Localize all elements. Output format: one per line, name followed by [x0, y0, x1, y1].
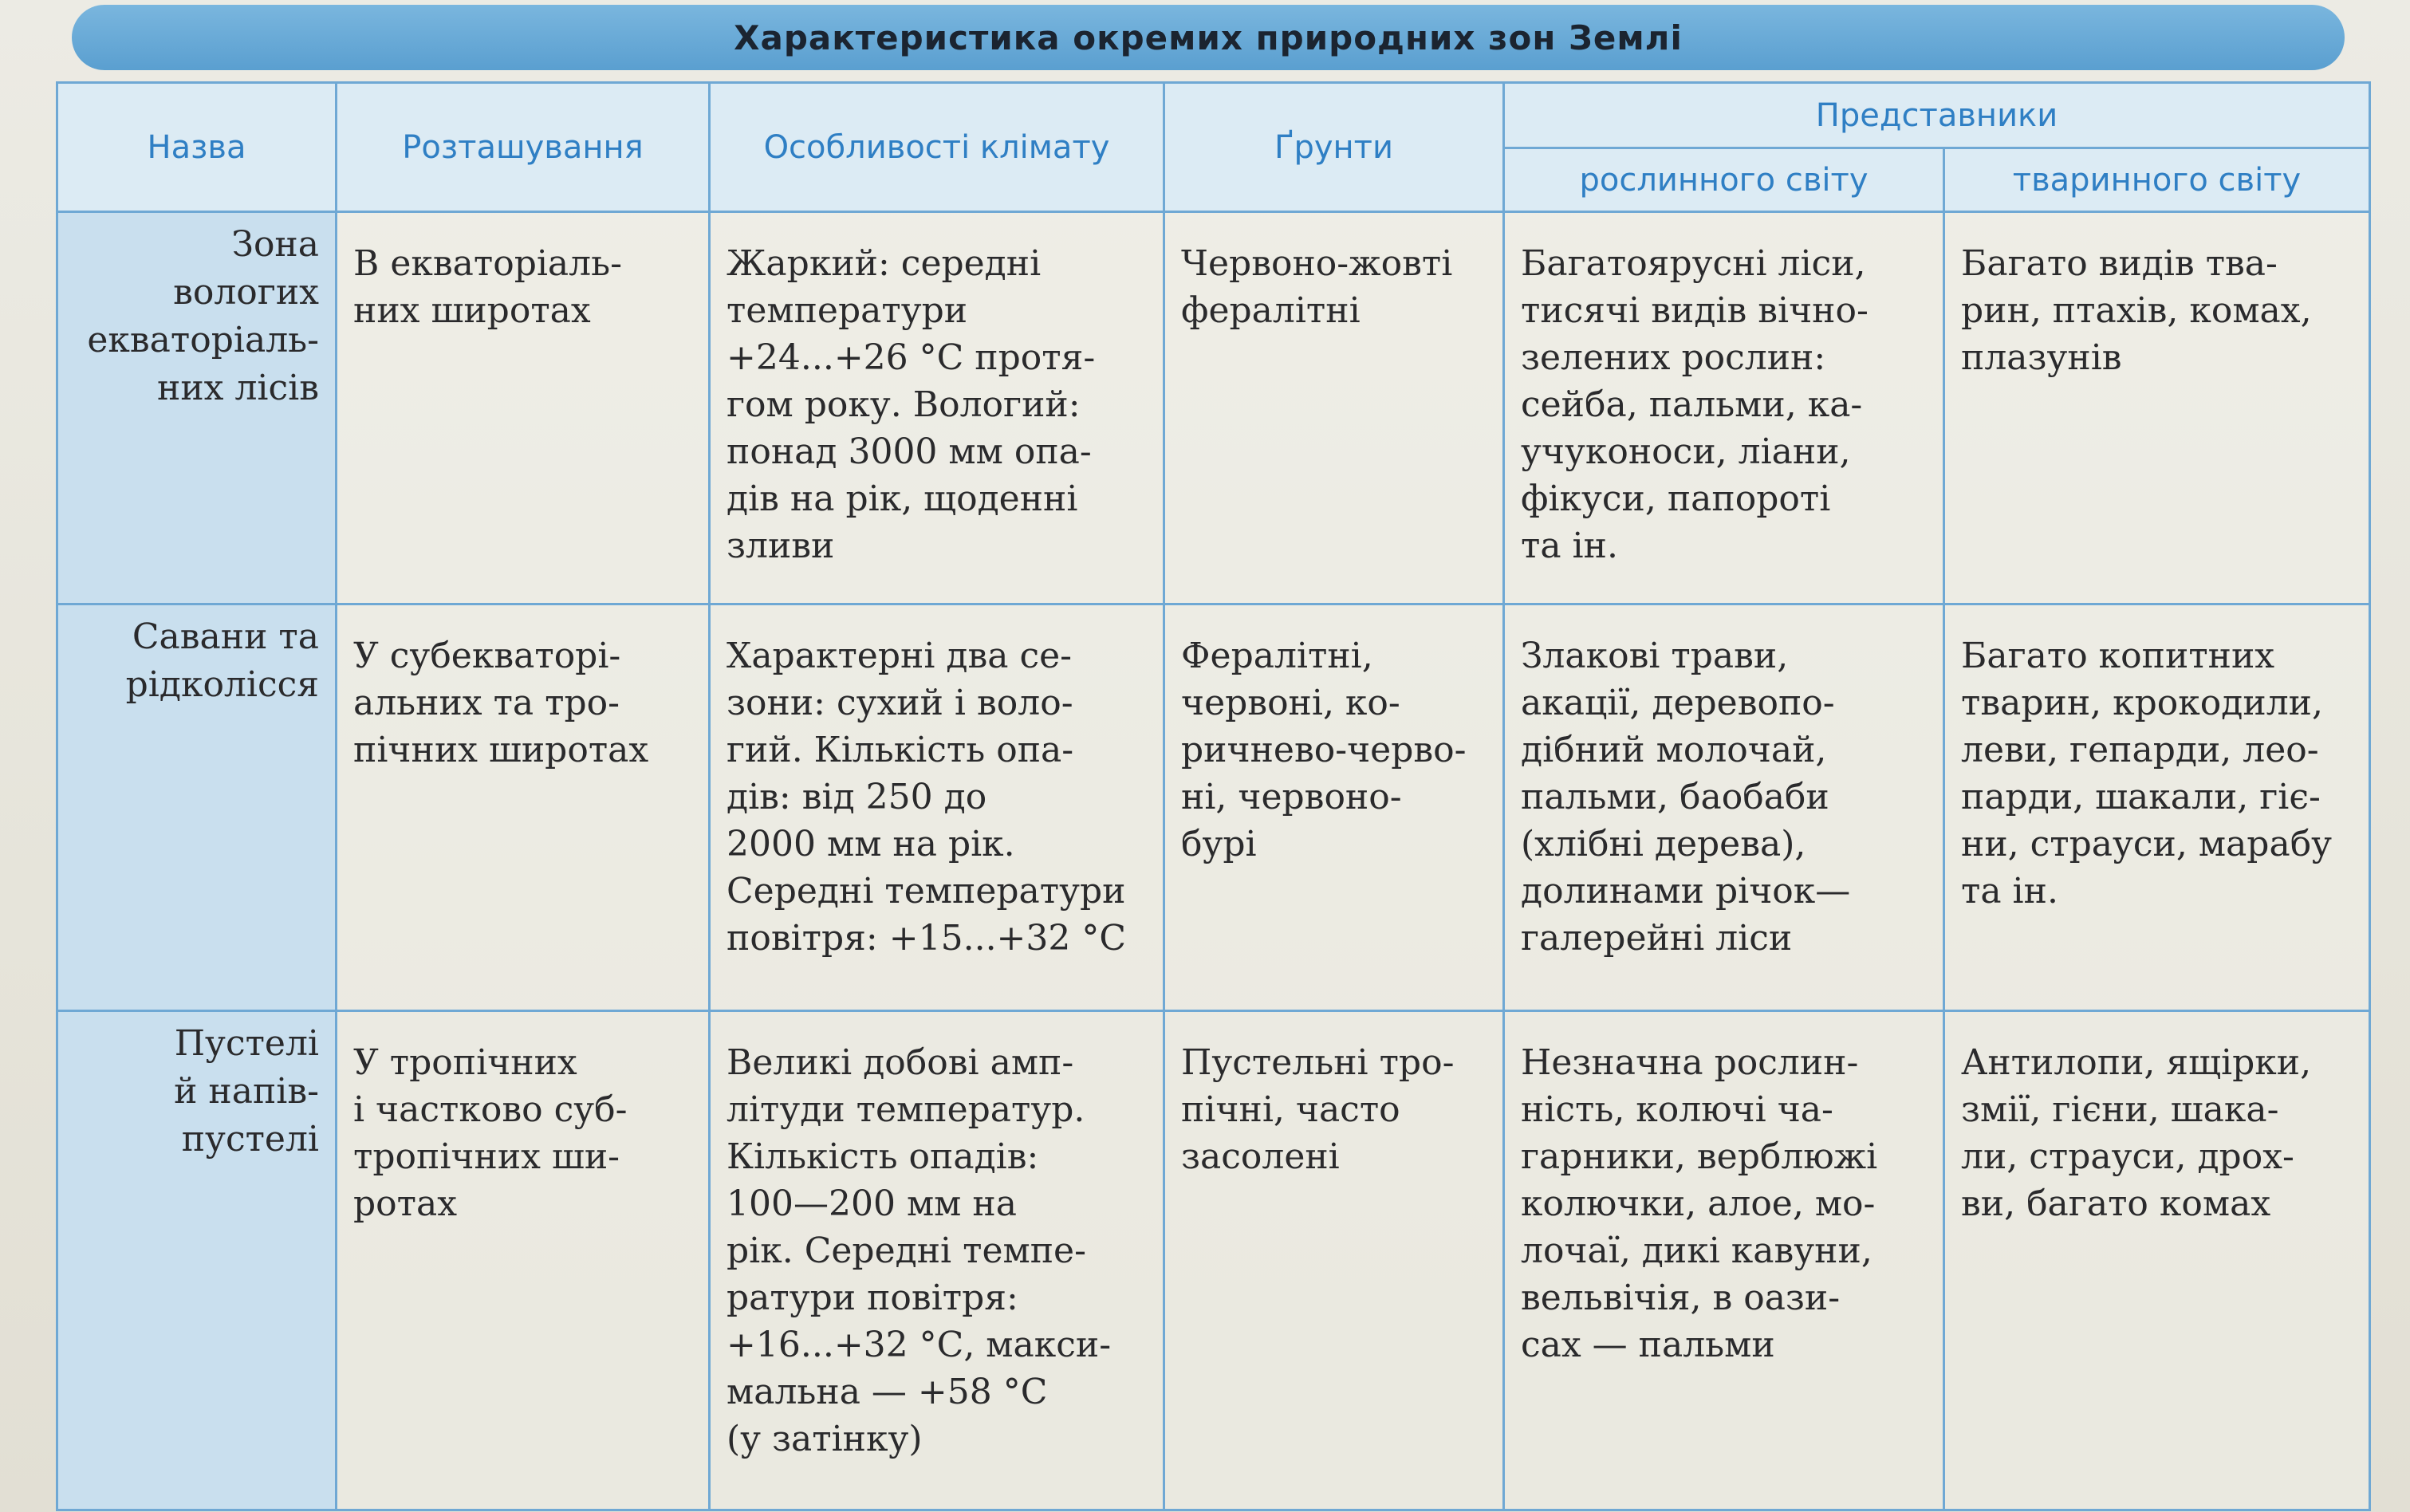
zone-name-cell — [57, 604, 337, 1011]
header-climate: Особливості клімату — [710, 83, 1164, 212]
soils-cell — [1164, 212, 1504, 604]
flora-text: Злакові трави, акації, деревопо- дібний молочай, пальми, баобаби (хлібні дерева), долинами річок— галерейні ліси — [1521, 636, 1851, 959]
climate-cell — [710, 212, 1164, 604]
table-title: Характеристика окремих природних зон Землі — [734, 18, 1683, 57]
zone-name-cell — [57, 212, 337, 604]
flora-text: Незначна рослин- ність, колючі ча- гарники, верблюжі колючки, алое, мо- лочаї, дикі кавуни, вельвічія, в оази- сах — пальми — [1521, 1042, 1878, 1365]
zone-name: Савани та рідколісся — [125, 616, 319, 705]
fauna-text: Багато видів тва- рин, птахів, комах, плазунів — [1961, 243, 2312, 378]
fauna-cell — [1944, 212, 2370, 604]
header-name: Назва — [57, 83, 337, 212]
header-flora: рослинного світу — [1504, 148, 1944, 212]
climate-text: Великі добові амп- літуди температур. Кількість опадів: 100—200 мм на рік. Середні темпе- ратури повітря: +16...+32 °С, макси- мальна — +58 °С (у затінку) — [727, 1042, 1112, 1459]
climate-text: Характерні два се- зони: сухий і воло- гий. Кількість опа- дів: від 250 до 2000 мм на рік. Середні температури повітря: +15...+32 °С — [727, 636, 1127, 959]
location-text: У субекваторі- альних та тро- пічних широтах — [353, 636, 649, 770]
zone-name: Зона вологих екваторіаль- них лісів — [87, 224, 319, 408]
header-location: Розташування — [337, 83, 710, 212]
climate-text: Жаркий: середні температури +24...+26 °С протя- гом року. Вологий: понад 3000 мм опа- дів на рік, щоденні зливи — [727, 243, 1096, 566]
flora-cell — [1504, 1011, 1944, 1510]
header-row-top — [57, 83, 2370, 148]
flora-text: Багатоярусні ліси, тисячі видів вічно- зелених рослин: сейба, пальми, ка- учуконоси, ліани, фікуси, папороті та ін. — [1521, 243, 1869, 566]
fauna-cell — [1944, 1011, 2370, 1510]
soils-cell — [1164, 1011, 1504, 1510]
soils-cell — [1164, 604, 1504, 1011]
location-text: В екваторіаль- них широтах — [353, 243, 622, 331]
zone-name-cell — [57, 1011, 337, 1510]
climate-cell — [710, 1011, 1164, 1510]
location-cell — [337, 212, 710, 604]
natural-zones-table — [56, 81, 2371, 1511]
header-fauna: тваринного світу — [1944, 148, 2370, 212]
flora-cell — [1504, 604, 1944, 1011]
flora-cell — [1504, 212, 1944, 604]
fauna-cell — [1944, 604, 2370, 1011]
soils-text: Фералітні, червоні, ко- ричнево-черво- ні, червоно- бурі — [1181, 636, 1467, 864]
fauna-text: Багато копитних тварин, крокодили, леви, гепарди, лео- парди, шакали, гіє- ни, страуси, марабу та ін. — [1961, 636, 2333, 912]
fauna-text: Антилопи, ящірки, змії, гієни, шака- ли, страуси, дрох- ви, багато комах — [1961, 1042, 2312, 1224]
table-row — [57, 1011, 2370, 1510]
soils-text: Червоно-жовті фералітні — [1181, 243, 1453, 331]
location-cell — [337, 1011, 710, 1510]
soils-text: Пустельні тро- пічні, часто засолені — [1181, 1042, 1455, 1177]
header-soils: Ґрунти — [1164, 83, 1504, 212]
climate-cell — [710, 604, 1164, 1011]
location-text: У тропічних і частково суб- тропічних ши- ротах — [353, 1042, 628, 1224]
table-row — [57, 604, 2370, 1011]
header-representatives: Представники — [1504, 83, 2370, 148]
table-title-bar — [72, 5, 2345, 70]
location-cell — [337, 604, 710, 1011]
zone-name: Пустелі й напів- пустелі — [174, 1023, 319, 1160]
table-row — [57, 212, 2370, 604]
